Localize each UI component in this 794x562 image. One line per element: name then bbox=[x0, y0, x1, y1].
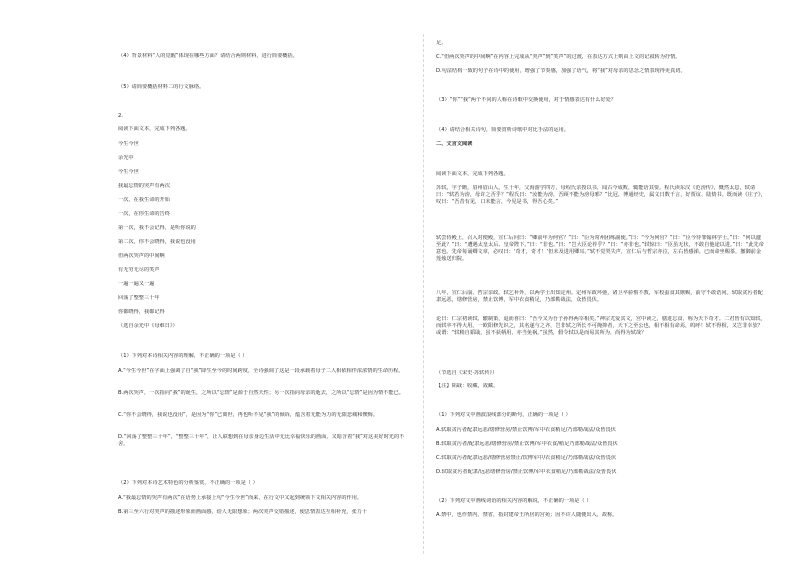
option-a: A.“我最忘情的哭声有两次”在语势上承接上句“今生今世”而来，在行文中又起到统领下文相关内容的作用。 bbox=[118, 495, 363, 501]
option-b: B.轼取贪污者/配隶远恶/缮修营房/禁止饮博/军中衣食/稍足乃部勒战法/众皆畏伏 bbox=[436, 441, 618, 447]
question-4: （4）背景材料“人的觉醒”体现在哪些方面？请结合两则材料，进行简要概括。 bbox=[118, 53, 298, 59]
reading-instruction: 阅读下面文本，完成下列各题。 bbox=[118, 126, 191, 132]
poem-source: （选自余光中《母难日》） bbox=[118, 323, 178, 329]
option-d: D.轼取贪污者配隶/远恶缮修营房/禁止饮博/军中衣食稍足/乃部勒战法/众皆畏伏 bbox=[436, 469, 617, 475]
poem-line: 一次，在你生命的告终 bbox=[118, 211, 170, 217]
poem-line: 第二次，你不会晓得，我说也没用 bbox=[118, 239, 196, 245]
section-title: 二、文言文阅读 bbox=[436, 141, 473, 147]
poem-line: 但两次哭声的中间啊 bbox=[118, 253, 165, 259]
poem-line: 一次，在我生命的开始 bbox=[118, 197, 170, 203]
poem-line: 第一次，我不会记得，是听你说的 bbox=[118, 225, 196, 231]
column-divider bbox=[423, 34, 424, 554]
poem-line: 今生今世 bbox=[118, 169, 139, 175]
option-b: B.两次哭声，一次指向“我”的诞生，之所以“忘情”是源于自然天性；另一次指向母亲的逝去，之所以“忘情”是因为情不能已。 bbox=[118, 390, 404, 396]
option-a: A.“今生今世”在字面上强调了自“我”降生至今的时间跨度，全诗强调了这是一段承载着母子二人相依相伴浓浓情的生命历程。 bbox=[118, 368, 404, 374]
option-c: C.“你不会晓得，我说也没用”，是因为“你”已离世，再也听不见“我”的倾诉，蕴含着无能为力的无限悲痛和懊悔。 bbox=[118, 412, 379, 418]
annotation-note: 【注】韬戢：收藏，敛藏。 bbox=[436, 383, 499, 389]
option-b: B.第三至六行对哭声的描述形象而画面感，给人无限想象；两次哭声交错描述，使思情表达互相补充，张力十 bbox=[118, 509, 368, 515]
continued-text: 足。 bbox=[436, 40, 447, 46]
reading-instruction: 阅读下面文本，完成下列各题。 bbox=[436, 171, 509, 177]
option-d: D.“回荡了整整三十年”，“整整三十年”，让人联想到在母亲身边生活中无比幸福快乐的画面，又暗含着“我”对这美好时光的不舍。 bbox=[118, 434, 405, 447]
passage-source: （节选自《宋史·苏轼传》） bbox=[436, 370, 498, 376]
option-c: C.“但两次哭声的中间啊”在内容上完成从“哭声”到“笑声”的过渡，在表达方式上则由上文的记叙转为抒情。 bbox=[436, 54, 681, 60]
poem-line: 你都晓得，我都记得 bbox=[118, 309, 165, 315]
question-1: （1）下列对本诗相关内容的理解，不正确的一项是（ ） bbox=[118, 353, 248, 359]
passage-paragraph: 八年，宣仁后崩，哲宗亲政。轼乞补外，以两学士出知定州。定州军政坏弛，诸卫卒骄惰不教，军校蚕食其廪赐，前守不敢诰问。轼取贪污者配隶远恶，缮修营房，禁止饮博，军中衣食稍足，乃部勒战法，众皆畏伏。 bbox=[436, 290, 763, 303]
passage-paragraph: 轼尝侍殿上，召入对便殿，宣仁后问曰：“卿前年为何官？”曰：“臣为常州团练副使。”曰：“今为何官？”曰：“臣今待罪翰林学士。”曰：“何以遽至此？”曰：“遭遇太皇太后、皇帝陛下。”曰：“非也。”曰：“岂大臣论荐乎？”曰：“亦非也。”轼惊曰：“臣虽无状，不敢自他途以进。”曰：“此先帝意也。先帝每诵卿文章，必叹曰：‘奇才，奇才！’但未及进用卿耳。”轼不觉哭失声，宣仁后与哲宗亦泣，左右皆感涕。已而命坐赐茶，撤御前金莲烛送归院。 bbox=[436, 235, 764, 262]
poem-line: 今生今世 bbox=[118, 141, 139, 147]
poem-line: 一遍一遍又一遍 bbox=[118, 281, 155, 287]
question-2: （2）下列对文中画线词语的相关内容的解说，不正确的一项是（ ） bbox=[436, 498, 592, 504]
option-a: A.禁中，也作禁内、禁省，指封建帝王所居的宫苑；因不许人随便出入，故称。 bbox=[436, 512, 618, 518]
option-a: A.轼取贪污者配隶远恶/缮修营房/禁止饮博/军中衣食稍足/乃部勒战法/众皆畏伏 bbox=[436, 427, 616, 433]
poem-line: 有无穷无尽的笑声 bbox=[118, 267, 160, 273]
option-c: C.轼取贪污者配隶远恶/缮修营房禁止/饮博军中/衣食稍足/乃部勒战法/众皆畏伏 bbox=[436, 455, 617, 461]
section-number: 2. bbox=[118, 113, 123, 119]
passage-paragraph: 苏轼，字子瞻，眉州眉山人。生十年，父洵游学四方，母程氏亲授以书，闻古今成败，辄能语其要。程氏读东汉《范滂传》，慨然太息，轼请曰：“轼若为滂，母许之否乎？”程氏曰：“汝能为滂，吾顾不能为滂母邪？”比冠，博通经史，属文日数千言，好贾谊、陆贽书。既而读《庄子》，叹曰：“吾昔有见，口未能言，今见是书，得吾心矣。” bbox=[436, 185, 766, 205]
question-3: （3）“你”“我”两个不同的人称在诗歌中交换使用，对于情感表达有什么好处？ bbox=[436, 97, 617, 103]
question-5: （5）请简要概括材料二的行文脉络。 bbox=[118, 84, 205, 90]
poem-line: 我最忘情的哭声有两次 bbox=[118, 183, 170, 189]
passage-paragraph: 论曰：仁宗初读轼、辙制策，退而喜曰：“吾今又为吾子孙得两宰相矣。”神宗尤爱其文，宫中读之，膳进忘食，称为天下奇才。二君皆有以知轼，而轼卒不得大用。一欧阳修先识之，其名遂与之齐，岂非轼之所长不可掩抑者，天下之至公也，相不相有命焉，呜呼！轼不得相，又岂非幸欤？或谓：“轼稍自韬戢，虽不获柄用，亦当免祸。”虽然，假令轼以是而易其所为，尚得为轼哉？ bbox=[436, 316, 766, 336]
question-1: （1）下列对文中画波浪线部分的断句，正确的一项是（ ） bbox=[436, 412, 571, 418]
poem-line: 回荡了整整三十年 bbox=[118, 295, 160, 301]
question-4: （4）请结合相关诗句，简要赏析诗歌中对比手法的运用。 bbox=[436, 127, 569, 133]
question-2: （2）下列对本诗艺术特色的分析鉴赏，不正确的一项是（ ） bbox=[118, 480, 258, 486]
option-d: D.句法结构一致的句子在诗中的使用，增强了节奏感，加强了语气，将“我”对母亲的思念之情表现得更真切。 bbox=[436, 68, 686, 74]
poem-line: 余光中 bbox=[118, 155, 134, 161]
